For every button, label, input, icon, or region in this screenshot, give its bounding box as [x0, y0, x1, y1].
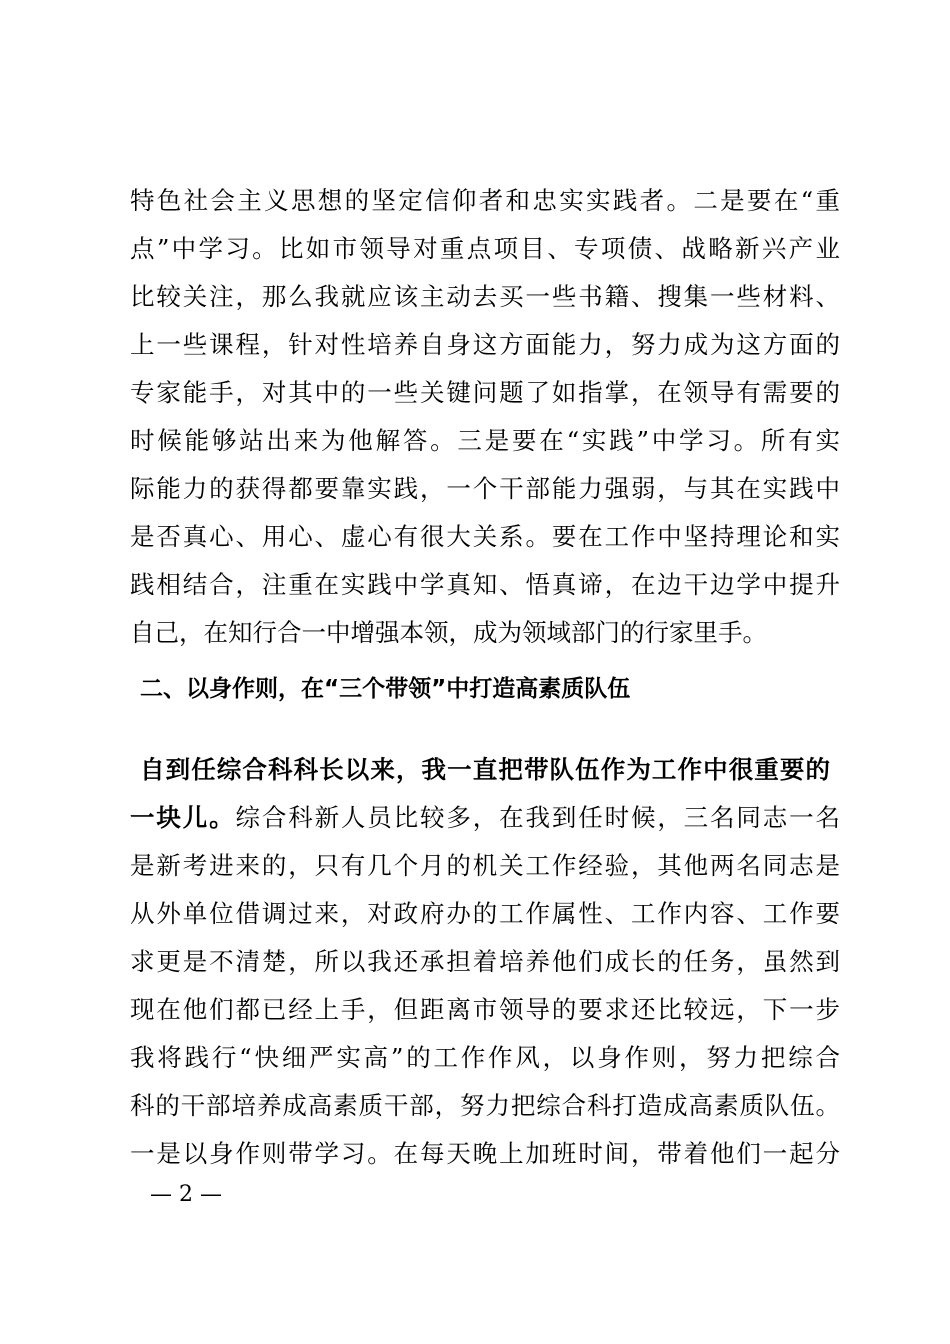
section-heading: 二、以身作则，在“三个带领”中打造高素质队伍 — [140, 676, 631, 702]
paragraph-line: 是新考进来的，只有几个月的机关工作经验，其他两名同志是 — [130, 851, 840, 880]
paragraph-line: 际能力的获得都要靠实践，一个干部能力强弱，与其在实践中 — [130, 474, 840, 503]
paragraph-line — [130, 803, 840, 833]
paragraph-line: 求更是不清楚，所以我还承担着培养他们成长的任务，虽然到 — [130, 947, 840, 976]
paragraph-line: 是否真心、用心、虚心有很大关系。要在工作中坚持理论和实 — [130, 522, 840, 551]
paragraph-line: 点”中学习。比如市领导对重点项目、专项债、战略新兴产业 — [130, 234, 840, 263]
paragraph-line: 从外单位借调过来，对政府办的工作属性、工作内容、工作要 — [130, 899, 840, 928]
paragraph-line: 上一些课程，针对性培养自身这方面能力，努力成为这方面的 — [130, 330, 840, 359]
paragraph-line: 特色社会主义思想的坚定信仰者和忠实实践者。二是要在“重 — [130, 186, 840, 215]
paragraph-bold-line: 自到任综合科科长以来，我一直把带队伍作为工作中很重要的 — [140, 755, 830, 784]
paragraph-line-rest: 综合科新人员比较多，在我到任时候，三名同志一名 — [235, 803, 841, 832]
paragraph-line: 我将践行“快细严实高”的工作作风，以身作则，努力把综合 — [130, 1043, 840, 1072]
paragraph-line: 比较关注，那么我就应该主动去买一些书籍、搜集一些材料、 — [130, 282, 840, 311]
paragraph-line: 践相结合，注重在实践中学真知、悟真谛，在边干边学中提升 — [130, 570, 840, 599]
paragraph-line: 时候能够站出来为他解答。三是要在“实践”中学习。所有实 — [130, 426, 840, 455]
paragraph-line: 一是以身作则带学习。在每天晚上加班时间，带着他们一起分 — [130, 1139, 840, 1168]
paragraph-bold-prefix: 一块儿。 — [130, 803, 236, 832]
paragraph-line: 科的干部培养成高素质干部，努力把综合科打造成高素质队伍。 — [130, 1091, 840, 1120]
paragraph-line: 现在他们都已经上手，但距离市领导的要求还比较远，下一步 — [130, 995, 840, 1024]
paragraph-line: 专家能手，对其中的一些关键问题了如指掌，在领导有需要的 — [130, 378, 840, 407]
page-number: — 2 — — [150, 1182, 222, 1207]
paragraph-line: 自己，在知行合一中增强本领，成为领域部门的行家里手。 — [130, 618, 767, 647]
